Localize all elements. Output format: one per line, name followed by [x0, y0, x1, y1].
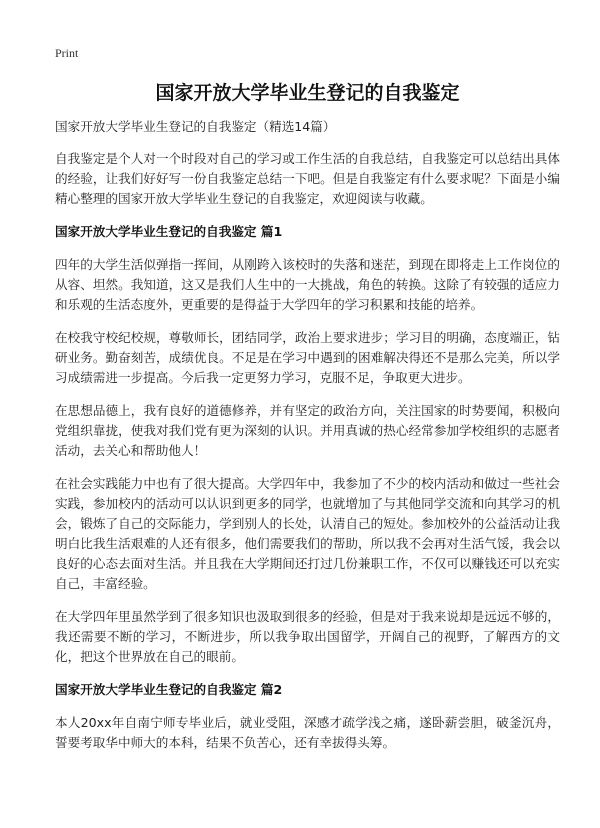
intro-paragraph: 自我鉴定是个人对一个时段对自己的学习或工作生活的自我总结，自我鉴定可以总结出具体的经验，让我们好好写一份自我鉴定总结一下吧。但是自我鉴定有什么要求呢？下面是小编精心整理的国家开放大学毕业生登记的自我鉴定，欢迎阅读与收藏。 — [55, 151, 560, 206]
paragraph: 在大学四年里虽然学到了很多知识也汲取到很多的经验，但是对于我来说却是远远不够的，我还需要不断的学习，不断进步，所以我争取出国留学，开阔自己的视野，了解西方的文化，把这个世界放在自己的眼前。 — [55, 609, 560, 664]
paragraph: 四年的大学生活似弹指一挥间，从刚跨入该校时的失落和迷茫，到现在即将走上工作岗位的从容、坦然。我知道，这又是我们人生中的一大挑战，角色的转换。这除了有较强的适应力和乐观的生活态度外，更重要的是得益于大学四年的学习积累和技能的培养。 — [55, 257, 560, 312]
paragraph: 在校我守校纪校规，尊敬师长，团结同学，政治上要求进步；学习目的明确，态度端正，钻研业务。勤奋刻苦，成绩优良。不足是在学习中遇到的困难解决得还不是那么完美，所以学习成绩需进一步提高。今后我一定更努力学习，克服不足，争取更大进步。 — [55, 330, 560, 385]
section-heading: 国家开放大学毕业生登记的自我鉴定 篇1 — [55, 224, 283, 239]
paragraph: 本人20xx年自南宁师专毕业后，就业受阻，深感才疏学浅之痛，遂卧薪尝胆，破釜沉舟，誓要考取华中师大的本科，结果不负苦心，还有幸拔得头筹。 — [55, 715, 560, 750]
print-link[interactable]: Print — [55, 46, 79, 60]
document-content — [55, 117, 560, 766]
paragraph: 在思想品德上，我有良好的道德修养，并有坚定的政治方向，关注国家的时势要闻，积极向党组织靠拢，使我对我们党有更为深刻的认识。并用真诚的热心经常参加学校组织的志愿者活动，去关心和帮助他人！ — [55, 403, 560, 458]
paragraph: 在社会实践能力中也有了很大提高。大学四年中，我参加了不少的校内活动和做过一些社会实践，参加校内的活动可以认识到更多的同学，也就增加了与其他同学交流和向其学习的机会，锻炼了自己的交际能力，学到别人的长处，认清自己的短处。参加校外的公益活动让我明白比我生活艰难的人还有很多，他们需要我们的帮助，所以我不会再对生活气馁，我会以良好的心态去面对生活。并且我在大学期间还打过几份兼职工作，不仅可以赚钱还可以充实自己，丰富经验。 — [55, 476, 560, 591]
section-heading: 国家开放大学毕业生登记的自我鉴定 篇2 — [55, 682, 283, 697]
document-subtitle: 国家开放大学毕业生登记的自我鉴定（精选14篇） — [55, 119, 336, 134]
page-title: 国家开放大学毕业生登记的自我鉴定 — [155, 82, 460, 104]
